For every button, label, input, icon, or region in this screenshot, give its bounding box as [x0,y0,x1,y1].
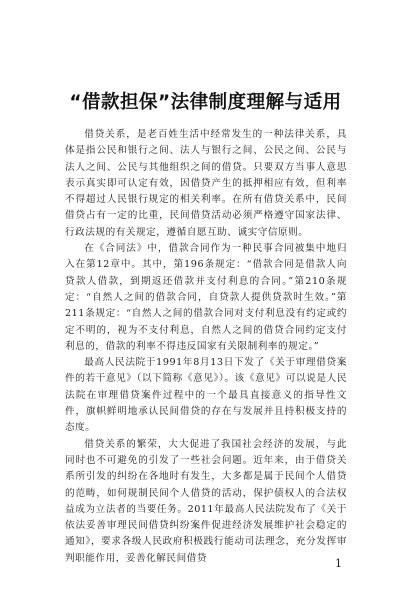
body-text [65,127,347,567]
paragraph-2: 在《合同法》中，借款合同作为一种民事合同被集中地归入在第12章中。其中，第196条规定：“借款合同是借款人向贷款人借款，到期返还借款并支付利息的合同。”第210条规定：“自然人之间的借款合同，自贷款人提供贷款时生效。”第211条规定：“自然人之间的借款合同对支付利息没有约定或约定不明的，视为不支付利息，自然人之间的借贷合同约定支付利息的，借款的利率不得违反国家有关限制利率的规定。” [65,243,347,352]
page-title: “借款担保”法律制度理解与适用 [69,92,342,113]
paragraph-4: 借贷关系的繁荣，大大促进了我国社会经济的发展，与此同时也不可避免的引发了一些社会问题。近年来，由于借贷关系所引发的纠纷在各地时有发生，大多都是属于民间个人借贷的范畴，如何规制民间个人借贷的活动，保护债权人的合法权益成为立法者的当要任务。2011年最高人民法院发布了《关于依法妥善审理民间借贷纠纷案件促进经济发展维护社会稳定的通知》，要求各级人民政府积极践行能动司法理念，充分发挥审判职能作用，妥善化解民间借贷 [65,438,347,564]
paragraph-1: 借贷关系，是老百姓生活中经常发生的一种法律关系，具体是指公民和银行之间、法人与银行之间、公民之间、公民与法人之间、公民与其他组织之间的借贷。只要双方当事人意思表示真实即可认定有效，因借贷产生的抵押相应有效，但利率不得超过人民银行规定的相关利率。在所有借贷关系中，民间借贷占有一定的比重，民间借贷活动必须严格遵守国家法律、行政法规的有关规定，遵循自愿互助、诚实守信原则。 [65,129,347,238]
page-number: 1 [335,557,342,570]
paragraph-3: 最高人民法院于1991年8月13日下发了《关于审理借贷案件的若干意见》（以下简称《意见》）。该《意见》可以说是人民法院在审理借贷案件过程中的一个最具直接意义的指导性文件，旗帜鲜明地承认民间借贷的存在与发展并且持积极支持的态度。 [65,357,347,434]
